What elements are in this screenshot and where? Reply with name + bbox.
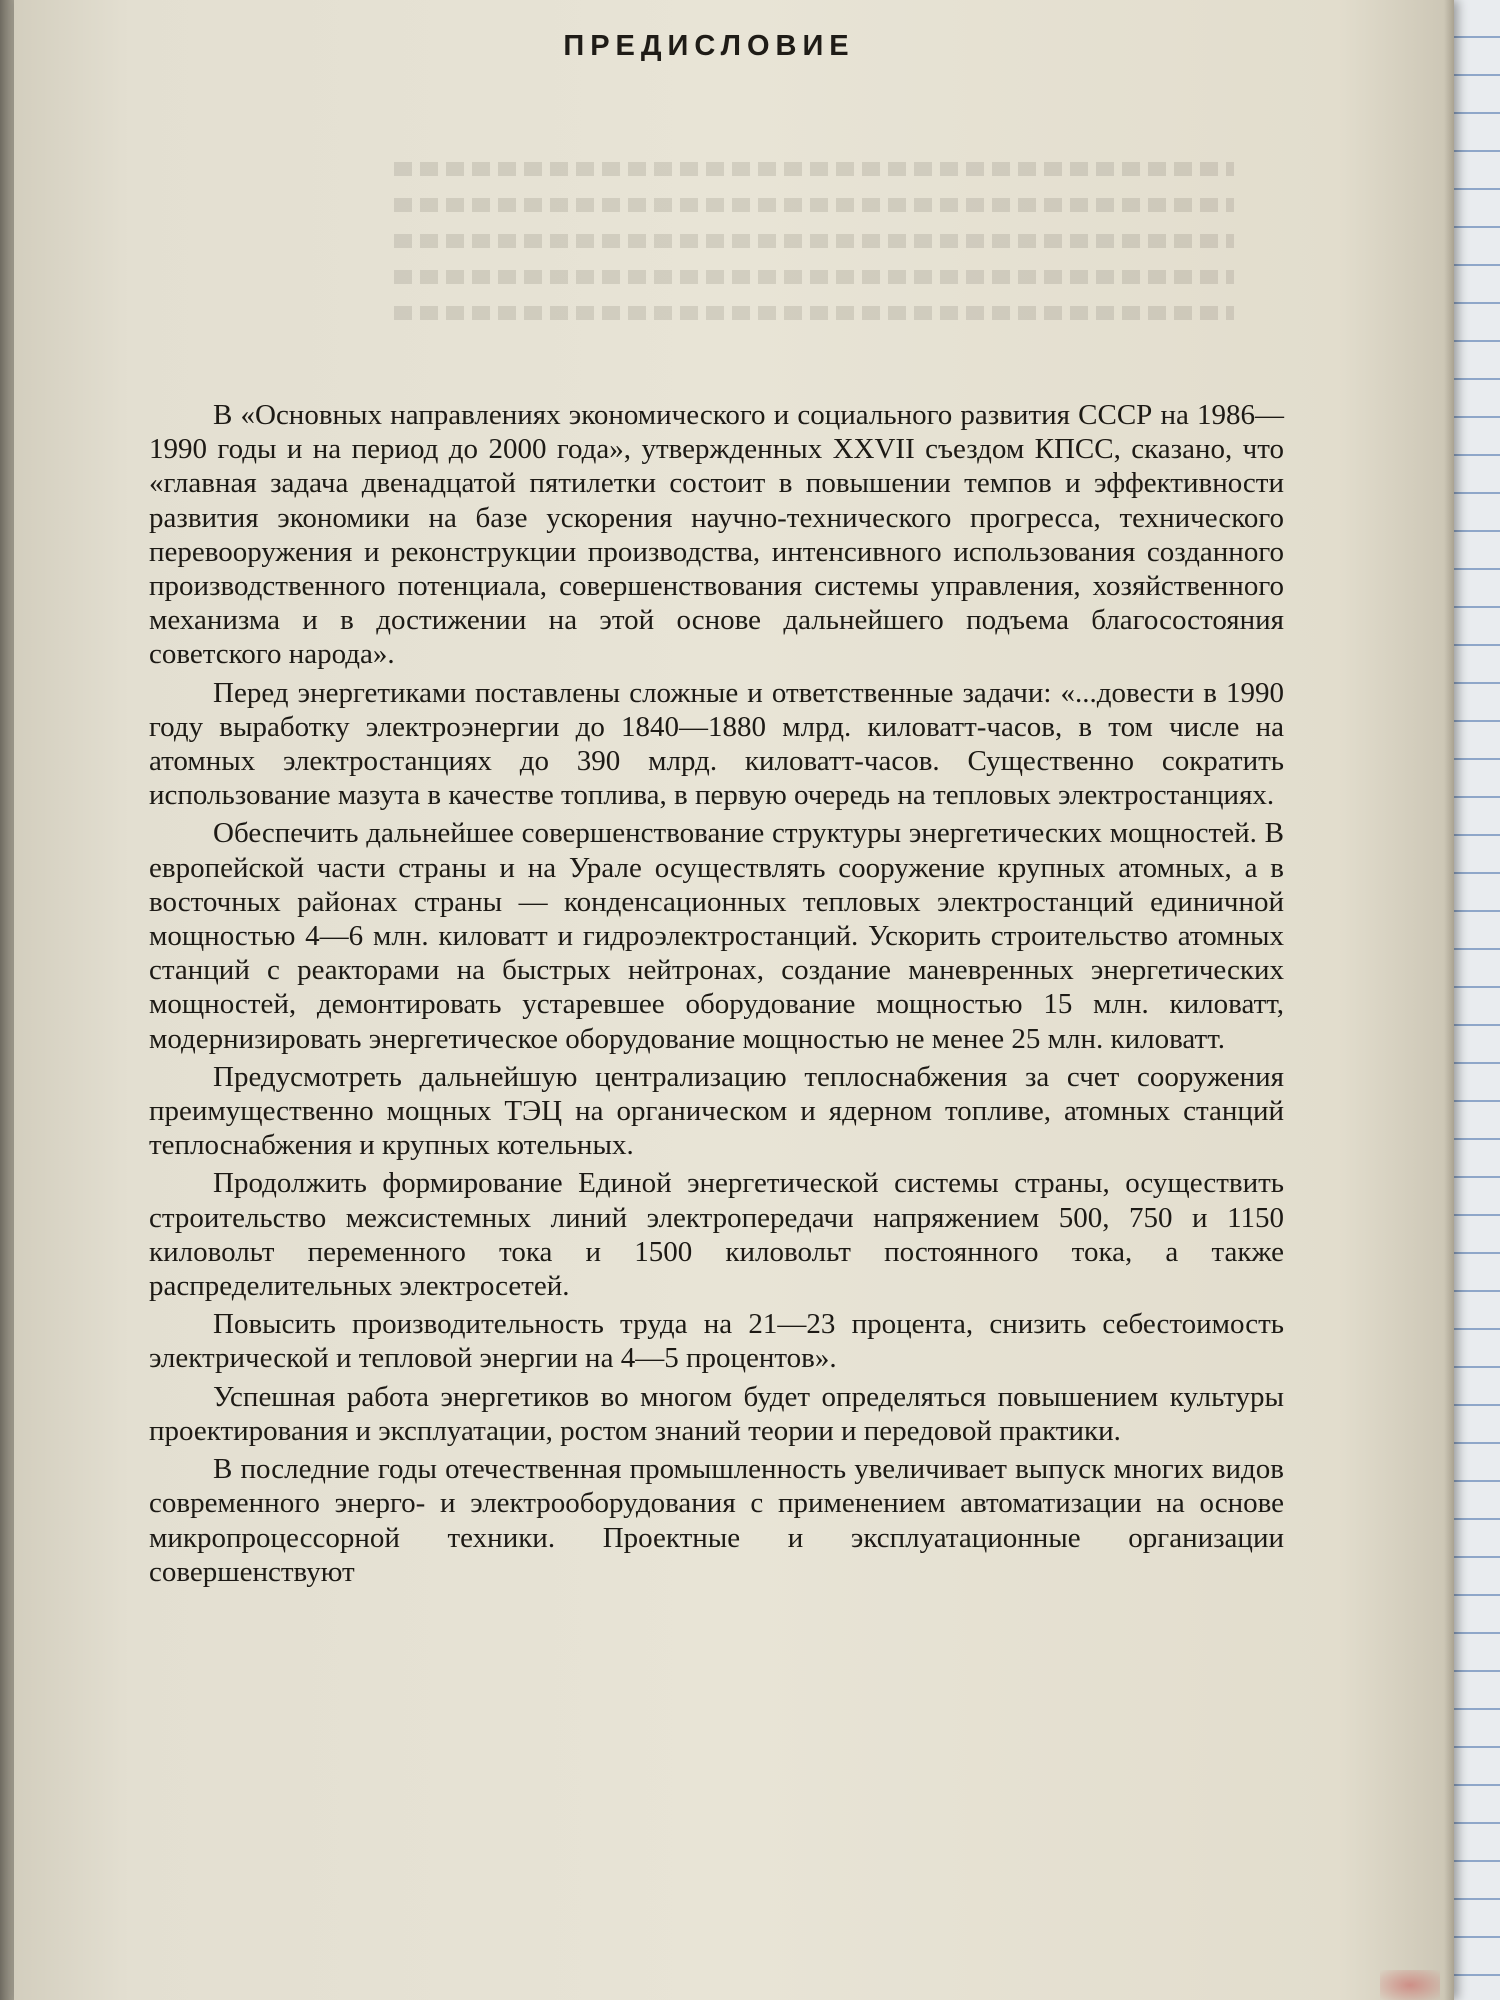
paragraph: Обеспечить дальнейшее совершенствование структуры энергетических мощностей. В европейской части страны и на Урале осуществлять сооружение крупных атомных, а в восточных районах страны — конденсационных тепловых электростанций единичной мощностью 4—6 млн. киловатт и гидроэлектростанций. Ускорить строительство атомных станций с реакторами на быстрых нейтронах, создание маневренных энергетических мощностей, демонтировать устаревшее оборудование мощностью 15 млн. киловатт, модернизировать энергетическое оборудование мощностью не менее 25 млн. киловатт. — [149, 817, 1284, 1055]
paragraph: В «Основных направлениях экономического и социального развития СССР на 1986—1990 годы и на период до 2000 года», утвержденных XXVII съездом КПСС, сказано, что «главная задача двенадцатой пятилетки состоит в повышении темпов и эффективности развития экономики на базе ускорения научно-технического прогресса, технического перевооружения и реконструкции производства, интенсивного использования созданного производственного потенциала, совершенствования системы управления, хозяйственного механизма и в достижении на этой основе дальнейшего подъема благосостояния советского народа». — [149, 399, 1284, 671]
page-edge-shadow — [1444, 0, 1454, 2000]
paragraph: Перед энергетиками поставлены сложные и ответственные задачи: «...довести в 1990 году выработку электроэнергии до 1840—1880 млрд. киловатт-часов, в том числе на атомных электростанциях до 390 млрд. киловатт-часов. Существенно сократить использование мазута в качестве топлива, в первую очередь на тепловых электростанциях. — [149, 676, 1284, 812]
show-through-text — [394, 140, 1234, 360]
paragraph: В последние годы отечественная промышленность увеличивает выпуск многих видов современного энерго- и электрооборудования с применением автоматизации на основе микропроцессорной техники. Проектные и эксплуатационные организации совершенствуют — [149, 1453, 1284, 1588]
paragraph: Предусмотреть дальнейшую централизацию теплоснабжения за счет сооружения преимущественно мощных ТЭЦ на органическом и ядерном топливе, атомных станций теплоснабжения и крупных котельных. — [149, 1060, 1284, 1162]
paragraph: Продолжить формирование Единой энергетической системы страны, осуществить строительство межсистемных линий электропередачи напряжением 500, 750 и 1150 киловольт переменного тока и 1500 киловольт постоянного тока, а также распределительных электросетей. — [149, 1167, 1284, 1303]
paragraph: Успешная работа энергетиков во многом будет определяться повышением культуры проектирования и эксплуатации, ростом знаний теории и передовой практики. — [149, 1380, 1284, 1447]
book-page — [14, 0, 1454, 2000]
page-heading: ПРЕДИСЛОВИЕ — [563, 30, 855, 62]
paragraph: Повысить производительность труда на 21—23 процента, снизить себестоимость электрической и тепловой энергии на 4—5 процентов». — [149, 1308, 1284, 1375]
body-text — [149, 398, 1284, 1593]
red-smudge — [1380, 1970, 1440, 2000]
